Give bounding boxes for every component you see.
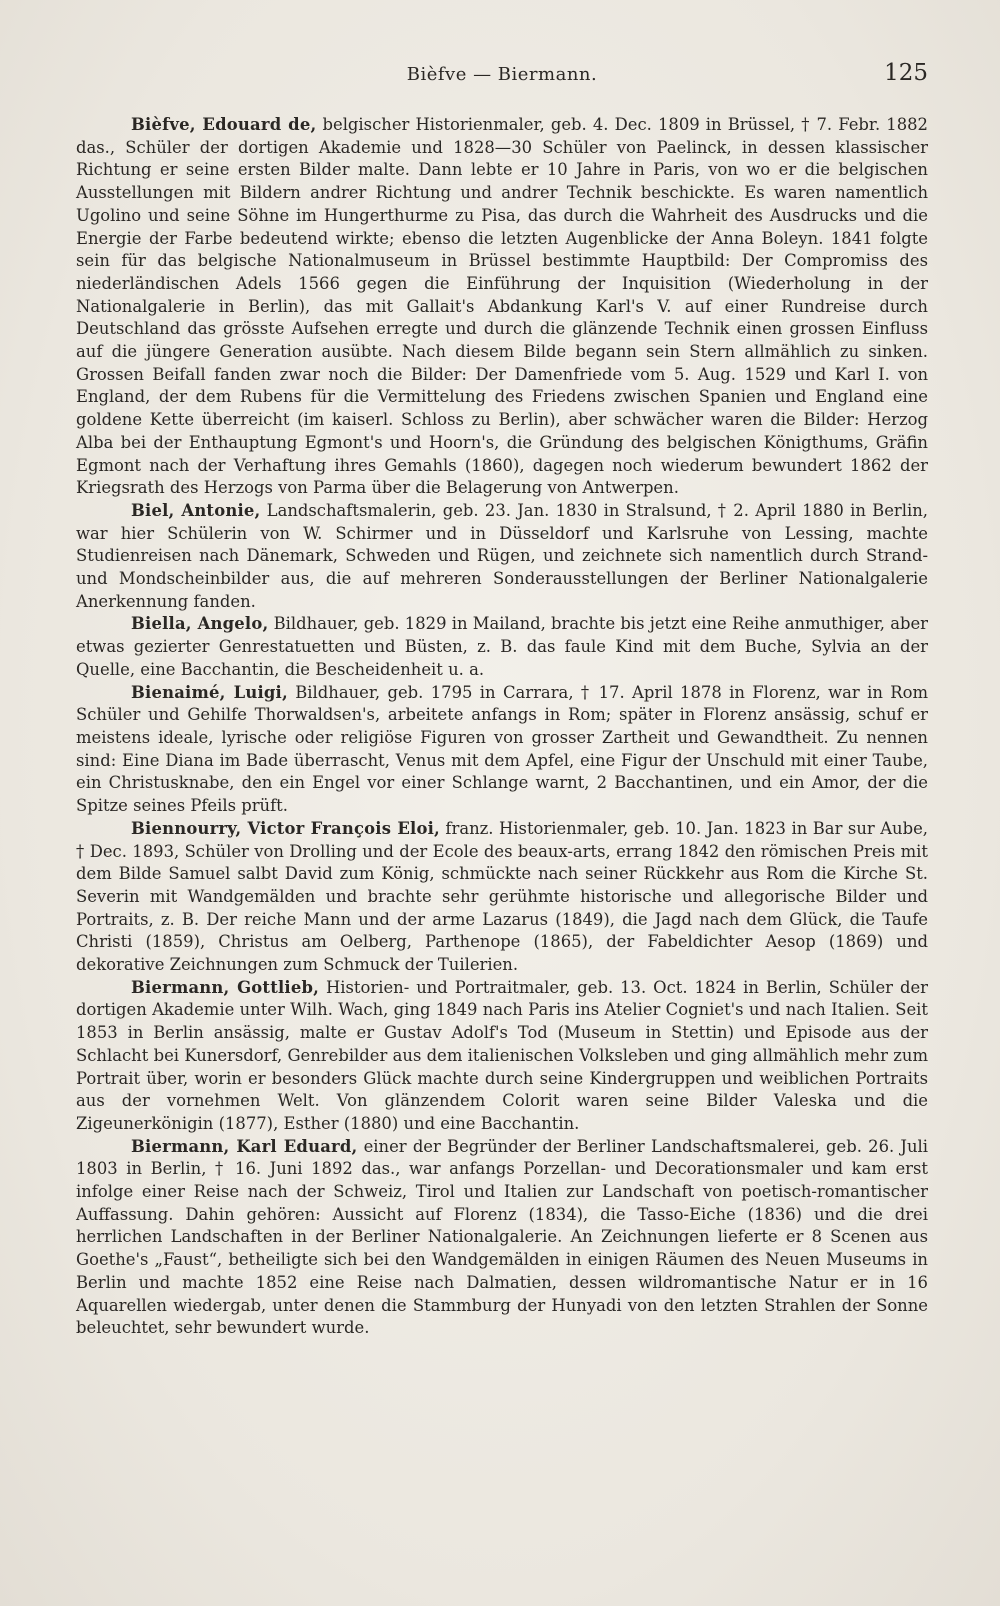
entry-name: Biermann, Karl Eduard, bbox=[131, 1136, 358, 1156]
entry-biella bbox=[76, 613, 928, 681]
entry-biefve bbox=[76, 114, 928, 500]
entry-biennourry bbox=[76, 818, 928, 977]
entry-text: Bildhauer, geb. 1795 in Carrara, † 17. April 1878 in Florenz, war in Rom Schüler und Gehilfe Thorwaldsen's, arbeitete anfangs in Rom; später in Florenz ansässig, schuf er meistens ideale, lyrische oder religiöse Figuren von grosser Zartheit und Gewandtheit. Zu nennen sind: Eine Diana im Bade überrascht, Venus mit dem Apfel, eine Figur der Unschuld mit einer Taube, ein Christusknabe, den ein Engel vor einer Schlange warnt, 2 Bacchantinen, und ein Amor, der die Spitze seines Pfeils prüft. bbox=[76, 682, 928, 816]
entry-text: Historien- und Portraitmaler, geb. 13. Oct. 1824 in Berlin, Schüler der dortigen Akademie unter Wilh. Wach, ging 1849 nach Paris ins Atelier Cogniet's und nach Italien. Seit 1853 in Berlin ansässig, malte er Gustav Adolf's Tod (Museum in Stettin) und Episode aus der Schlacht bei Kunersdorf, Genrebilder aus dem italienischen Volksleben und ging allmählich mehr zum Portrait über, worin er besonders Glück machte durch seine Kindergruppen und weiblichen Portraits aus der vornehmen Welt. Von glänzendem Colorit waren seine Bilder Valeska und die Zigeunerkönigin (1877), Esther (1880) und eine Bacchantin. bbox=[76, 977, 928, 1133]
entry-name: Biel, Antonie, bbox=[131, 500, 261, 520]
entry-text: Landschaftsmalerin, geb. 23. Jan. 1830 in Stralsund, † 2. April 1880 in Berlin, war hier Schülerin von W. Schirmer und in Düsseldorf und Karlsruhe von Lessing, machte Studienreisen nach Dänemark, Schweden und Rügen, und zeichnete sich namentlich durch Strand- und Mondscheinbilder aus, die auf mehreren Sonderausstellungen der Berliner Nationalgalerie Anerkennung fanden. bbox=[76, 500, 928, 611]
entry-text: Bildhauer, geb. 1829 in Mailand, brachte bis jetzt eine Reihe anmuthiger, aber etwas gezierter Genrestatuetten und Büsten, z. B. das faule Kind mit dem Buche, Sylvia an der Quelle, eine Bacchantin, die Bescheidenheit u. a. bbox=[76, 614, 928, 679]
dictionary-entries bbox=[76, 114, 928, 1340]
entry-text: einer der Begründer der Berliner Landschaftsmalerei, geb. 26. Juli 1803 in Berlin, † 16. Juni 1892 das., war anfangs Porzellan- und Decorationsmaler und kam erst infolge einer Reise nach der Schweiz, Tirol und Italien zur Landschaft von poetisch-romantischer Auffassung. Dahin gehören: Aussicht auf Florenz (1834), die Tasso-Eiche (1836) und die drei herrlichen Landschaften in der Berliner Nationalgalerie. An Zeichnungen lieferte er 8 Scenen aus Goethe's „Faust“, betheiligte sich bei den Wandgemälden in einigen Räumen des Neuen Museums in Berlin und machte 1852 eine Reise nach Dalmatien, dessen wildromantische Natur er in 16 Aquarellen wiedergab, unter denen die Stammburg der Hunyadi von den letzten Strahlen der Sonne beleuchtet, sehr bewundert wurde. bbox=[76, 1136, 928, 1338]
page-header bbox=[76, 60, 928, 96]
entry-text: belgischer Historienmaler, geb. 4. Dec. 1809 in Brüssel, † 7. Febr. 1882 das., Schüler der dortigen Akademie und 1828—30 Schüler von Paelinck, in dessen klassischer Richtung er seine ersten Bilder malte. Dann lebte er 10 Jahre in Paris, von wo er die belgischen Ausstellungen mit Bildern andrer Richtung und andrer Technik beschickte. Es waren namentlich Ugolino und seine Söhne im Hungerthurme zu Pisa, das durch die Wahrheit des Ausdrucks und die Energie der Farbe bedeutend wirkte; ebenso die letzten Augenblicke der Anna Boleyn. 1841 folgte sein für das belgische Nationalmuseum in Brüssel bestimmte Hauptbild: Der Compromiss des niederländischen Adels 1566 gegen die Einführung der Inquisition (Wiederholung in der Nationalgalerie in Berlin), das mit Gallait's Abdankung Karl's V. auf einer Rundreise durch Deutschland das grösste Aufsehen erregte und durch die glänzende Technik einen grossen Einfluss auf die jüngere Generation ausübte. Nach diesem Bilde begann sein Stern allmählich zu sinken. Grossen Beifall fanden zwar noch die Bilder: Der Damenfriede vom 5. Aug. 1529 und Karl I. von England, der dem Rubens für die Vermittelung des Friedens zwischen Spanien und England eine goldene Kette überreicht (im kaiserl. Schloss zu Berlin), aber schwächer waren die Bilder: Herzog Alba bei der Enthauptung Egmont's und Hoorn's, die Gründung des belgischen Königthums, Gräfin Egmont nach der Verhaftung ihres Gemahls (1860), dagegen noch wiederum bewundert 1862 der Kriegsrath des Herzogs von Parma über die Belagerung von Antwerpen. bbox=[76, 115, 928, 498]
entry-name: Biermann, Gottlieb, bbox=[131, 977, 320, 997]
entry-bienaime bbox=[76, 682, 928, 818]
entry-text: franz. Historienmaler, geb. 10. Jan. 1823 in Bar sur Aube, † Dec. 1893, Schüler von Drolling und der Ecole des beaux-arts, errang 1842 den römischen Preis mit dem Bilde Samuel salbt David zum König, schmückte nach seiner Rückkehr aus Rom die Kirche St. Severin mit Wandgemälden und brachte sehr gerühmte historische und allegorische Bilder und Portraits, z. B. Der reiche Mann und der arme Lazarus (1849), die Jagd nach dem Glück, die Taufe Christi (1859), Christus am Oelberg, Parthenope (1865), der Fabeldichter Aesop (1869) und dekorative Zeichnungen zum Schmuck der Tuilerien. bbox=[76, 818, 928, 975]
entry-name: Bienaimé, Luigi, bbox=[131, 682, 288, 702]
entry-biel bbox=[76, 500, 928, 614]
running-title: Bièfve — Biermann. bbox=[406, 64, 598, 85]
entry-biermann-karl-eduard bbox=[76, 1136, 928, 1340]
entry-name: Biennourry, Victor François Eloi, bbox=[131, 818, 440, 838]
entry-biermann-gottlieb bbox=[76, 977, 928, 1136]
page-number: 125 bbox=[884, 60, 928, 86]
entry-name: Bièfve, Edouard de, bbox=[131, 115, 317, 134]
entry-name: Biella, Angelo, bbox=[131, 614, 269, 634]
